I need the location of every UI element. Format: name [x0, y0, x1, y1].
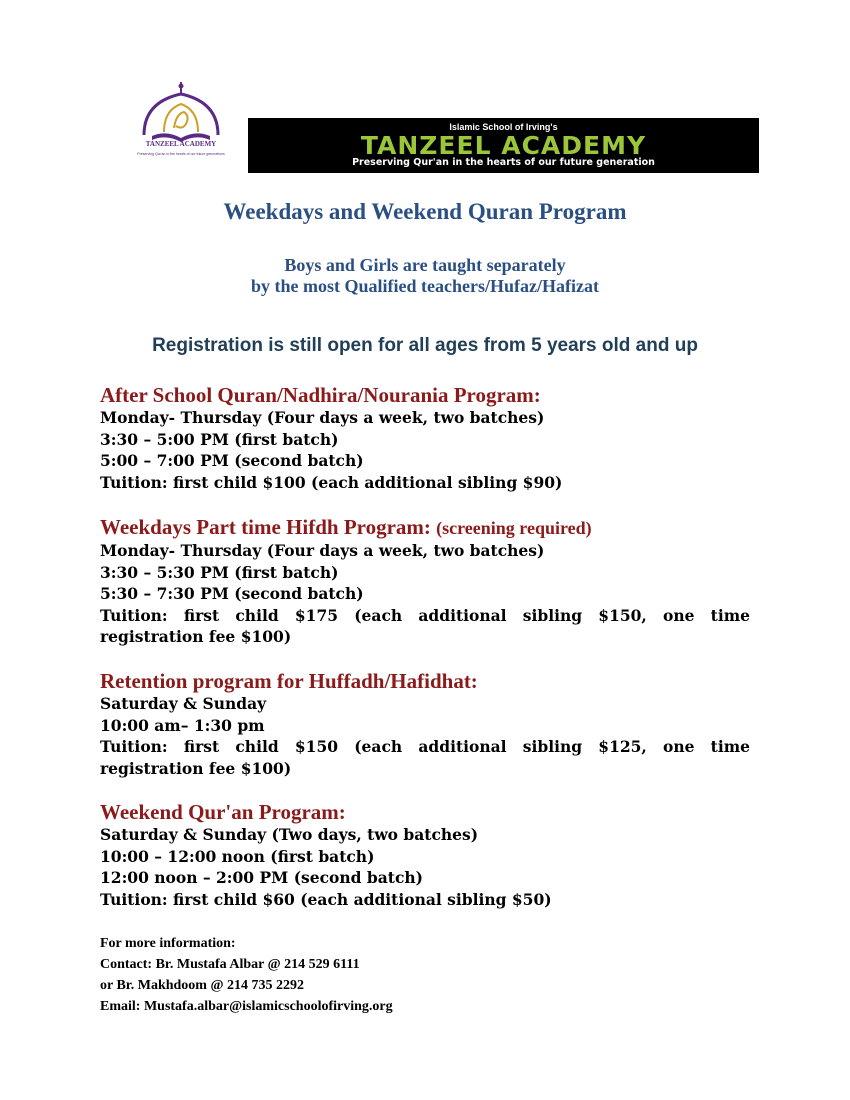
- schedule-line: Saturday & Sunday (Two days, two batches): [100, 825, 479, 844]
- section-heading-text: After School Quran/Nadhira/Nourania Program:: [100, 383, 541, 407]
- banner-tagline: Preserving Qur'an in the hearts of our future generation: [352, 157, 655, 168]
- contact-email: Email: Mustafa.albar@islamicschoolofirving.org: [100, 999, 393, 1014]
- section-heading: [100, 383, 750, 407]
- section-heading-text: Weekend Qur'an Program:: [100, 800, 346, 824]
- schedule-line: Saturday & Sunday: [100, 694, 267, 713]
- subtitle-line-2: by the most Qualified teachers/Hufaz/Hafizat: [251, 276, 599, 296]
- schedule-line: 5:00 – 7:00 PM (second batch): [100, 451, 364, 470]
- banner-academy-name: TANZEEL ACADEMY: [360, 131, 647, 160]
- schedule-line: 10:00 am– 1:30 pm: [100, 715, 265, 735]
- schedule-line: Monday- Thursday (Four days a week, two batches): [100, 541, 545, 560]
- section-heading: [100, 800, 750, 824]
- tuition-line: Tuition: first child $60 (each additional sibling $50): [100, 889, 552, 909]
- schedule-line: 10:00 – 12:00 noon (first batch): [100, 846, 375, 866]
- program-retention: [100, 669, 750, 779]
- schedule-line: Monday- Thursday (Four days a week, two batches): [100, 408, 545, 427]
- program-weekend: [100, 800, 750, 910]
- academy-banner: [248, 118, 759, 173]
- contact-primary: Contact: Br. Mustafa Albar @ 214 529 6111: [100, 957, 360, 972]
- tuition-line: Tuition: first child $175 (each additional sibling $150, one time registration fee $100): [100, 605, 750, 646]
- section-heading-text: Weekdays Part time Hifdh Program:: [100, 515, 431, 539]
- tuition-line: Tuition: first child $100 (each additional sibling $90): [100, 472, 563, 492]
- subtitle: [0, 255, 850, 297]
- section-heading: [100, 669, 750, 693]
- program-part-time-hifdh: [100, 515, 750, 648]
- contact-heading: For more information:: [100, 936, 236, 951]
- academy-logo: [124, 80, 238, 162]
- section-heading: [100, 515, 750, 540]
- schedule-line: 3:30 – 5:00 PM (first batch): [100, 429, 339, 449]
- contact-info: [100, 933, 600, 1017]
- registration-notice: Registration is still open for all ages from 5 years old and up: [152, 335, 698, 356]
- program-after-school: [100, 383, 750, 493]
- tuition-line: Tuition: first child $150 (each additional sibling $125, one time registration fee $100): [100, 737, 750, 778]
- schedule-line: 12:00 noon – 2:00 PM (second batch): [100, 868, 423, 887]
- contact-secondary: or Br. Makhdoom @ 214 735 2292: [100, 978, 304, 993]
- section-heading-text: Retention program for Huffadh/Hafidhat:: [100, 669, 478, 693]
- schedule-line: 3:30 – 5:30 PM (first batch): [100, 562, 339, 582]
- schedule-line: 5:30 – 7:30 PM (second batch): [100, 584, 364, 603]
- logo-tagline: Preserving Qur'an in the hearts of our future generations: [137, 152, 225, 156]
- subtitle-line-1: Boys and Girls are taught separately: [284, 255, 566, 275]
- screening-note: (screening required): [436, 518, 592, 538]
- banner-school-name: Islamic School of Irving's: [449, 122, 558, 132]
- logo-caption: TANZEEL ACADEMY: [145, 140, 217, 148]
- page-title: Weekdays and Weekend Quran Program: [223, 199, 627, 224]
